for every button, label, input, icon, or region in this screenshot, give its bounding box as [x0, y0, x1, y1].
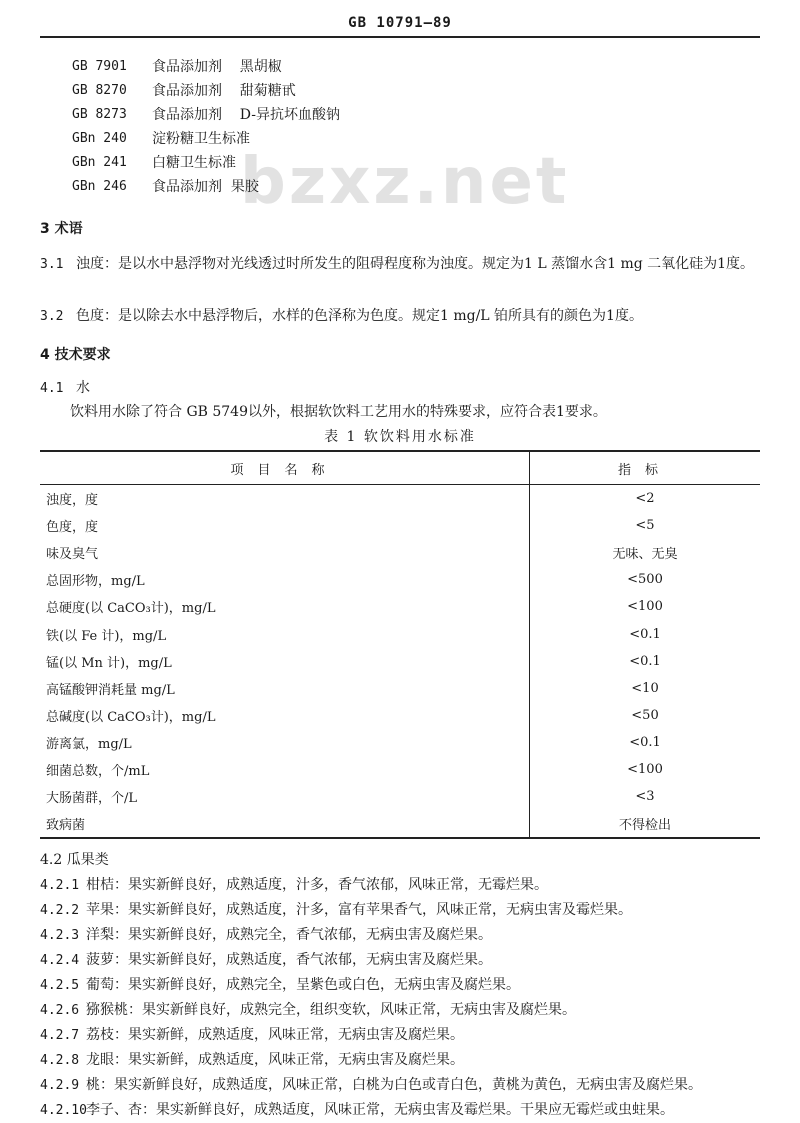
list-item: [40, 1048, 770, 1073]
column-header-item: 项目名称: [40, 451, 530, 485]
reference-item: [72, 151, 340, 175]
clause-text: 李子、杏：果实新鲜良好，成熟适度，风味正常，无病虫害及霉烂果。干果应无霉烂或虫蛀果。: [86, 1102, 674, 1118]
fruit-requirements: [40, 848, 770, 1123]
clause-text: 苹果：果实新鲜良好，成熟适度，汁多，富有苹果香气，风味正常，无病虫害及霉烂果。: [86, 902, 632, 918]
list-item: [40, 1098, 770, 1123]
water-standard-table: [40, 450, 760, 839]
list-item: [40, 948, 770, 973]
reference-code: GBn 246: [72, 179, 127, 194]
item-cell: 总碱度(以 CaCO₃计)，mg/L: [40, 702, 530, 729]
reference-title: 食品添加剂 黑胡椒: [152, 59, 282, 75]
page-header: GB 10791—89: [40, 10, 760, 38]
clause-text: 桃：果实新鲜良好，成熟适度，风味正常，白桃为白色或青白色，黄桃为黄色，无病虫害及腐烂果。: [86, 1077, 702, 1093]
reference-title: 白糖卫生标准: [152, 155, 236, 171]
reference-title: 食品添加剂 果胶: [152, 179, 259, 195]
item-cell: 浊度，度: [40, 485, 530, 513]
clause-number: 4.2.2: [40, 903, 80, 918]
clause-number: 3.1: [40, 257, 64, 272]
clause-number: 3.2: [40, 309, 64, 324]
list-item: [40, 923, 770, 948]
reference-title: 食品添加剂 甜菊糖甙: [152, 83, 296, 99]
value-cell: <0.1: [629, 626, 661, 642]
clause-text: 洋梨：果实新鲜良好，成熟完全，香气浓郁，无病虫害及腐烂果。: [86, 927, 492, 943]
table-row: [40, 729, 760, 756]
item-cell: 总固形物，mg/L: [40, 566, 530, 593]
reference-title: 淀粉糖卫生标准: [152, 131, 250, 147]
item-cell: 铁(以 Fe 计)，mg/L: [40, 620, 530, 647]
table-row: [40, 783, 760, 810]
value-cell: <100: [627, 599, 663, 615]
clause-text: 色度：是以除去水中悬浮物后，水样的色泽称为色度。规定1 mg/L 铂所具有的颜色为1度。: [76, 308, 643, 324]
clause-title: 水: [76, 380, 90, 396]
value-cell: <500: [627, 572, 663, 588]
column-header-index: 指标: [530, 451, 761, 485]
list-item: [40, 973, 770, 998]
item-cell: 游离氯，mg/L: [40, 729, 530, 756]
clause-number: 4.2.3: [40, 928, 80, 943]
item-cell: 味及臭气: [40, 539, 530, 566]
value-cell: 不得检出: [530, 810, 761, 838]
watermark: bzxz.net: [240, 145, 570, 219]
clause-number: 4.2.10: [40, 1103, 87, 1118]
table-row: [40, 593, 760, 620]
table-row: [40, 810, 760, 838]
reference-title: 食品添加剂 D-异抗坏血酸钠: [152, 107, 341, 123]
clause-number: 4.2.4: [40, 953, 80, 968]
clause-text: 猕猴桃：果实新鲜良好，成熟完全，组织变软，风味正常，无病虫害及腐烂果。: [86, 1002, 576, 1018]
clause-number: 4.2.9: [40, 1078, 80, 1093]
clause-number: 4.2.5: [40, 978, 80, 993]
table-row: [40, 702, 760, 729]
clause-text: 柑桔：果实新鲜良好，成熟适度，汁多，香气浓郁，风味正常，无霉烂果。: [86, 877, 548, 893]
item-cell: 大肠菌群，个/L: [40, 783, 530, 810]
list-item: [40, 998, 770, 1023]
item-cell: 高锰酸钾消耗量 mg/L: [40, 675, 530, 702]
clause-text: 菠萝：果实新鲜良好，成熟适度，香气浓郁，无病虫害及腐烂果。: [86, 952, 492, 968]
clause-number: 4.2.7: [40, 1028, 80, 1043]
reference-code: GB 7901: [72, 59, 127, 74]
value-cell: <10: [631, 680, 659, 696]
table-row: [40, 566, 760, 593]
clause-number: 4.2.6: [40, 1003, 80, 1018]
section-heading-terms: 3 术语: [40, 221, 83, 237]
reference-code: GB 8273: [72, 107, 127, 122]
paragraph-color: [40, 304, 760, 329]
value-cell: <0.1: [629, 734, 661, 750]
item-cell: 色度，度: [40, 512, 530, 539]
reference-code: GB 8270: [72, 83, 127, 98]
reference-list: [72, 55, 340, 199]
value-cell: <50: [631, 707, 659, 723]
clause-text: 荔枝：果实新鲜，成熟适度，风味正常，无病虫害及腐烂果。: [86, 1027, 464, 1043]
list-item: [40, 1073, 770, 1098]
water-intro: 饮料用水除了符合 GB 5749以外，根据软饮料工艺用水的特殊要求，应符合表1要求。: [70, 404, 607, 420]
value-cell: <3: [635, 789, 655, 805]
reference-code: GBn 241: [72, 155, 127, 170]
clause-text: 龙眼：果实新鲜，成熟适度，风味正常，无病虫害及腐烂果。: [86, 1052, 464, 1068]
item-cell: 锰(以 Mn 计)，mg/L: [40, 648, 530, 675]
reference-item: [72, 55, 340, 79]
reference-item: [72, 79, 340, 103]
table-row: [40, 485, 760, 513]
table-row: [40, 648, 760, 675]
value-cell: 无味、无臭: [612, 547, 678, 563]
table-row: [40, 675, 760, 702]
clause-number: 4.2.8: [40, 1053, 80, 1068]
list-item: [40, 873, 770, 898]
value-cell: <0.1: [629, 653, 661, 669]
table-row: [40, 512, 760, 539]
item-cell: 细菌总数，个/mL: [40, 756, 530, 783]
table-row: [40, 756, 760, 783]
clause-number: 4.2.1: [40, 878, 80, 893]
reference-item: [72, 175, 340, 199]
list-item: [40, 898, 770, 923]
table-header-row: [40, 451, 760, 485]
table-row: [40, 620, 760, 647]
paragraph-turbidity: [40, 252, 760, 277]
reference-item: [72, 127, 340, 151]
clause-text: 葡萄：果实新鲜良好，成熟完全，呈紫色或白色，无病虫害及腐烂果。: [86, 977, 520, 993]
item-cell: 总硬度(以 CaCO₃计)，mg/L: [40, 593, 530, 620]
table-caption: 表 1 软饮料用水标准: [324, 429, 476, 445]
reference-item: [72, 103, 340, 127]
clause-text: 浊度：是以水中悬浮物对光线透过时所发生的阻碍程度称为浊度。规定为1 L 蒸馏水含1 mg 二氧化硅为1度。: [76, 256, 755, 272]
section-heading-requirements: 4 技术要求: [40, 347, 111, 363]
value-cell: <100: [627, 761, 663, 777]
item-cell: 致病菌: [40, 810, 530, 838]
subsection-water: [40, 376, 760, 401]
section-heading-fruits: 4.2 瓜果类: [40, 852, 109, 868]
table-row: [40, 539, 760, 566]
value-cell: <2: [635, 491, 655, 507]
value-cell: <5: [635, 518, 655, 534]
clause-number: 4.1: [40, 381, 64, 396]
list-item: [40, 1023, 770, 1048]
reference-code: GBn 240: [72, 131, 127, 146]
